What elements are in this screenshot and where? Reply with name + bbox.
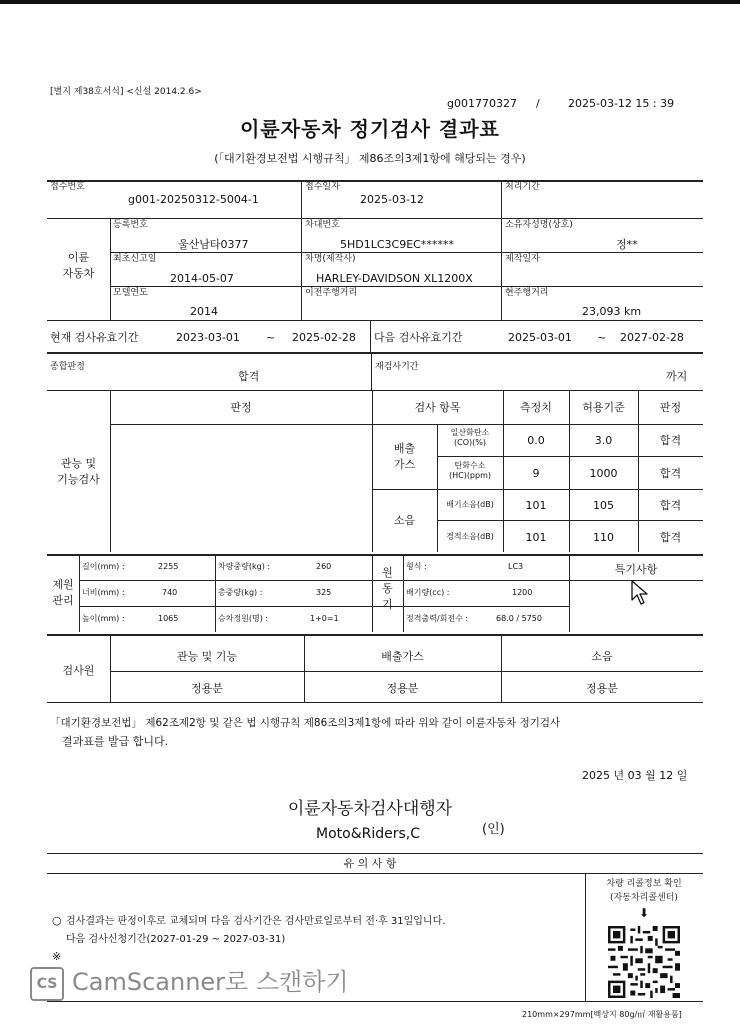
divider [110, 286, 703, 287]
row-border [47, 218, 703, 219]
divider [501, 218, 502, 320]
engine-type-label: 형식 : [406, 562, 427, 571]
result-exhaust-noise: 합격 [659, 499, 682, 512]
power-value: 68.0 / 5750 [496, 614, 542, 623]
form-number: [별지 제38호서식] <신설 2014.2.6> [50, 87, 202, 97]
next-validity-label: 다음 검사유효기간 [374, 331, 463, 344]
maker-date-label: 제작일자 [505, 254, 540, 264]
document-id: g001770327 [447, 97, 517, 110]
receipt-no-label: 접수번호 [50, 182, 85, 192]
height-label: 높이(mm) : [82, 614, 125, 623]
limit-hc: 1000 [589, 467, 618, 480]
arrow-down-icon: ⬇ [638, 906, 650, 920]
inspection-section-label: 관능 및 기능검사 [57, 457, 100, 486]
row-border [47, 554, 703, 556]
divider [110, 671, 703, 672]
next-validity-from: 2025-03-01 [508, 331, 572, 344]
measured-horn-noise: 101 [525, 531, 547, 544]
result-co: 합격 [659, 434, 682, 447]
limit-exhaust-noise: 105 [593, 499, 614, 512]
displacement-value: 1200 [512, 588, 533, 597]
limit-horn-noise: 110 [593, 531, 614, 544]
displacement-label: 배기량(cc) : [406, 588, 450, 597]
reg-no-value: 울산남타0377 [178, 238, 249, 251]
row-border [47, 702, 703, 703]
owner-label: 소유자성명(상호) [505, 220, 573, 230]
divider [403, 554, 404, 632]
notes-line-2: 다음 검사신청기간(2027-01-29 ~ 2027-03-31) [66, 934, 286, 945]
statement-line-1: 「대기환경보전법」 제62조제2항 및 같은 법 시행규칙 제86조의3제1항에 따라 위와 같이 이륜자동차 정기검사 [50, 717, 561, 729]
divider [437, 456, 703, 457]
divider [110, 390, 111, 552]
agency-name: Moto&Riders,C [316, 826, 421, 842]
model-value: HARLEY-DAVIDSON XL1200X [316, 272, 473, 285]
camscanner-logo-icon: CS [30, 967, 64, 1001]
row-border [47, 873, 703, 874]
notes-line-1: 검사결과는 판정이후로 교체되며 다음 검사기간은 검사만료일로부터 전·후 31일입니다. [66, 916, 446, 927]
current-validity-tilde: ~ [266, 331, 276, 344]
total-weight-value: 325 [316, 588, 332, 597]
engine-section-label: 원 동 기 [382, 566, 393, 611]
result-horn-noise: 합격 [659, 531, 682, 544]
vehicle-section-label: 이륜 자동차 [62, 251, 95, 280]
item-hc: 탄화수소 (HC)(ppm) [448, 461, 492, 480]
curr-distance-label: 현주행거리 [505, 288, 549, 298]
col-limit-header: 허용기준 [582, 401, 625, 414]
noise-label: 소음 [393, 514, 416, 527]
divider [79, 554, 80, 632]
current-validity-from: 2023-03-01 [176, 331, 240, 344]
reinspection-until: 까지 [666, 370, 688, 383]
col-result-header: 판정 [659, 401, 682, 414]
scan-top-edge [0, 0, 740, 4]
col-judgement-header: 판정 [230, 401, 252, 414]
qr-title-line-1: 차량 리콜정보 확인 [606, 879, 682, 889]
notes-side-mark: ※ [52, 950, 62, 963]
height-value: 1065 [158, 614, 179, 623]
inspector-col-sensory: 관능 및 기능 [176, 650, 238, 663]
next-validity-tilde: ~ [597, 331, 607, 344]
divider [501, 180, 502, 218]
item-horn-noise: 경적소음(dB) [446, 532, 494, 541]
result-hc: 합격 [659, 467, 682, 480]
limit-co: 3.0 [594, 434, 613, 447]
row-border [47, 634, 703, 636]
divider [371, 352, 372, 390]
divider [301, 180, 302, 218]
qr-title-line-2: (자동차리콜센터) [610, 893, 678, 903]
page-subtitle: (「대기환경보전법 시행규칙」 제86조의3제1항에 해당되는 경우) [214, 152, 526, 165]
vin-label: 차대번호 [305, 220, 340, 230]
width-value: 740 [162, 588, 178, 597]
current-validity-label: 현재 검사유효기간 [50, 331, 139, 344]
curr-distance-value: 23,093 km [582, 305, 642, 318]
first-report-value: 2014-05-07 [170, 272, 234, 285]
row-border [47, 853, 703, 854]
vin-value: 5HD1LC3C9EC****** [340, 238, 454, 251]
inspector-col-exhaust: 배출가스 [381, 650, 424, 663]
paper-spec-footer: 210mm×297mm[백상지 80g/㎡ 재활용품] [522, 1010, 682, 1019]
seal-mark: (인) [482, 822, 505, 837]
measured-co: 0.0 [527, 434, 545, 447]
divider [437, 520, 703, 521]
mouse-cursor-icon [631, 580, 649, 606]
divider [110, 424, 703, 425]
row-border [47, 390, 703, 391]
receipt-date-label: 접수일자 [305, 182, 340, 192]
row-border [47, 320, 703, 321]
divider [110, 252, 703, 253]
remarks-label: 특기사항 [614, 563, 658, 576]
total-weight-label: 총중량(kg) : [218, 588, 263, 597]
exhaust-gas-label: 배출 가스 [393, 442, 416, 471]
col-measured-header: 측정치 [520, 401, 552, 414]
page-title: 이륜자동차 정기검사 결과표 [240, 117, 500, 141]
divider [372, 489, 703, 490]
issue-date: 2025 년 03 월 12 일 [582, 769, 688, 782]
divider [370, 320, 371, 352]
prev-distance-label: 이전주행거리 [305, 288, 358, 298]
divider [215, 554, 216, 632]
item-exhaust-noise: 배기소음(dB) [446, 500, 494, 509]
inspector-name-sensory: 정용분 [191, 682, 223, 695]
current-validity-to: 2025-02-28 [292, 331, 356, 344]
camscanner-watermark: CamScanner로 스캔하기 [72, 968, 349, 996]
capacity-value: 1+0=1 [310, 614, 339, 623]
measured-hc: 9 [532, 467, 540, 480]
statement-line-2: 결과표를 발급 합니다. [62, 735, 169, 748]
length-label: 길이(mm) : [82, 562, 125, 571]
receipt-no-value: g001-20250312-5004-1 [128, 193, 259, 206]
agency-title: 이륜자동차검사대행자 [287, 799, 453, 819]
inspector-col-noise: 소음 [591, 650, 613, 663]
inspector-name-noise: 정용분 [586, 682, 618, 695]
inspectors-label: 검사원 [62, 664, 95, 677]
processing-period-label: 처리기간 [505, 182, 540, 192]
divider [301, 218, 302, 320]
measured-exhaust-noise: 101 [525, 499, 547, 512]
model-year-value: 2014 [190, 305, 218, 318]
reinspection-label: 재검사기간 [375, 362, 419, 372]
qr-code-icon[interactable] [608, 926, 680, 998]
capacity-label: 승차정원(명) : [218, 614, 269, 623]
row-border [47, 1001, 703, 1002]
power-label: 정격출력/회전수 : [406, 614, 469, 623]
overall-judgement-value: 합격 [238, 370, 260, 383]
item-co: 일산화탄소 (CO)(%) [450, 428, 490, 447]
engine-type-value: LC3 [508, 562, 524, 571]
length-value: 2255 [158, 562, 179, 571]
first-report-label: 최초신고일 [113, 254, 157, 264]
col-item-header: 검사 항목 [414, 401, 461, 414]
overall-judgement-label: 종합판정 [50, 362, 85, 372]
notes-title: 유 의 사 항 [343, 857, 397, 870]
id-separator: / [536, 97, 540, 110]
row-border [47, 352, 703, 354]
reg-no-label: 등록번호 [113, 220, 148, 230]
owner-value: 정** [616, 238, 638, 251]
vehicle-weight-value: 260 [316, 562, 332, 571]
specs-section-label: 제원 관리 [52, 578, 74, 607]
divider [79, 580, 569, 581]
notes-bullet-icon: ○ [52, 914, 62, 927]
next-validity-to: 2027-02-28 [620, 331, 684, 344]
inspector-name-exhaust: 정용분 [386, 682, 419, 695]
model-label: 차명(제작사) [305, 254, 356, 264]
divider [79, 606, 569, 607]
receipt-date-value: 2025-03-12 [360, 193, 424, 206]
vehicle-weight-label: 차량중량(kg) : [218, 562, 271, 571]
table-top-border [47, 180, 703, 182]
width-label: 너비(mm) : [82, 588, 125, 597]
issue-datetime: 2025-03-12 15 : 39 [568, 97, 675, 110]
model-year-label: 모델연도 [113, 288, 148, 298]
divider [110, 218, 111, 320]
